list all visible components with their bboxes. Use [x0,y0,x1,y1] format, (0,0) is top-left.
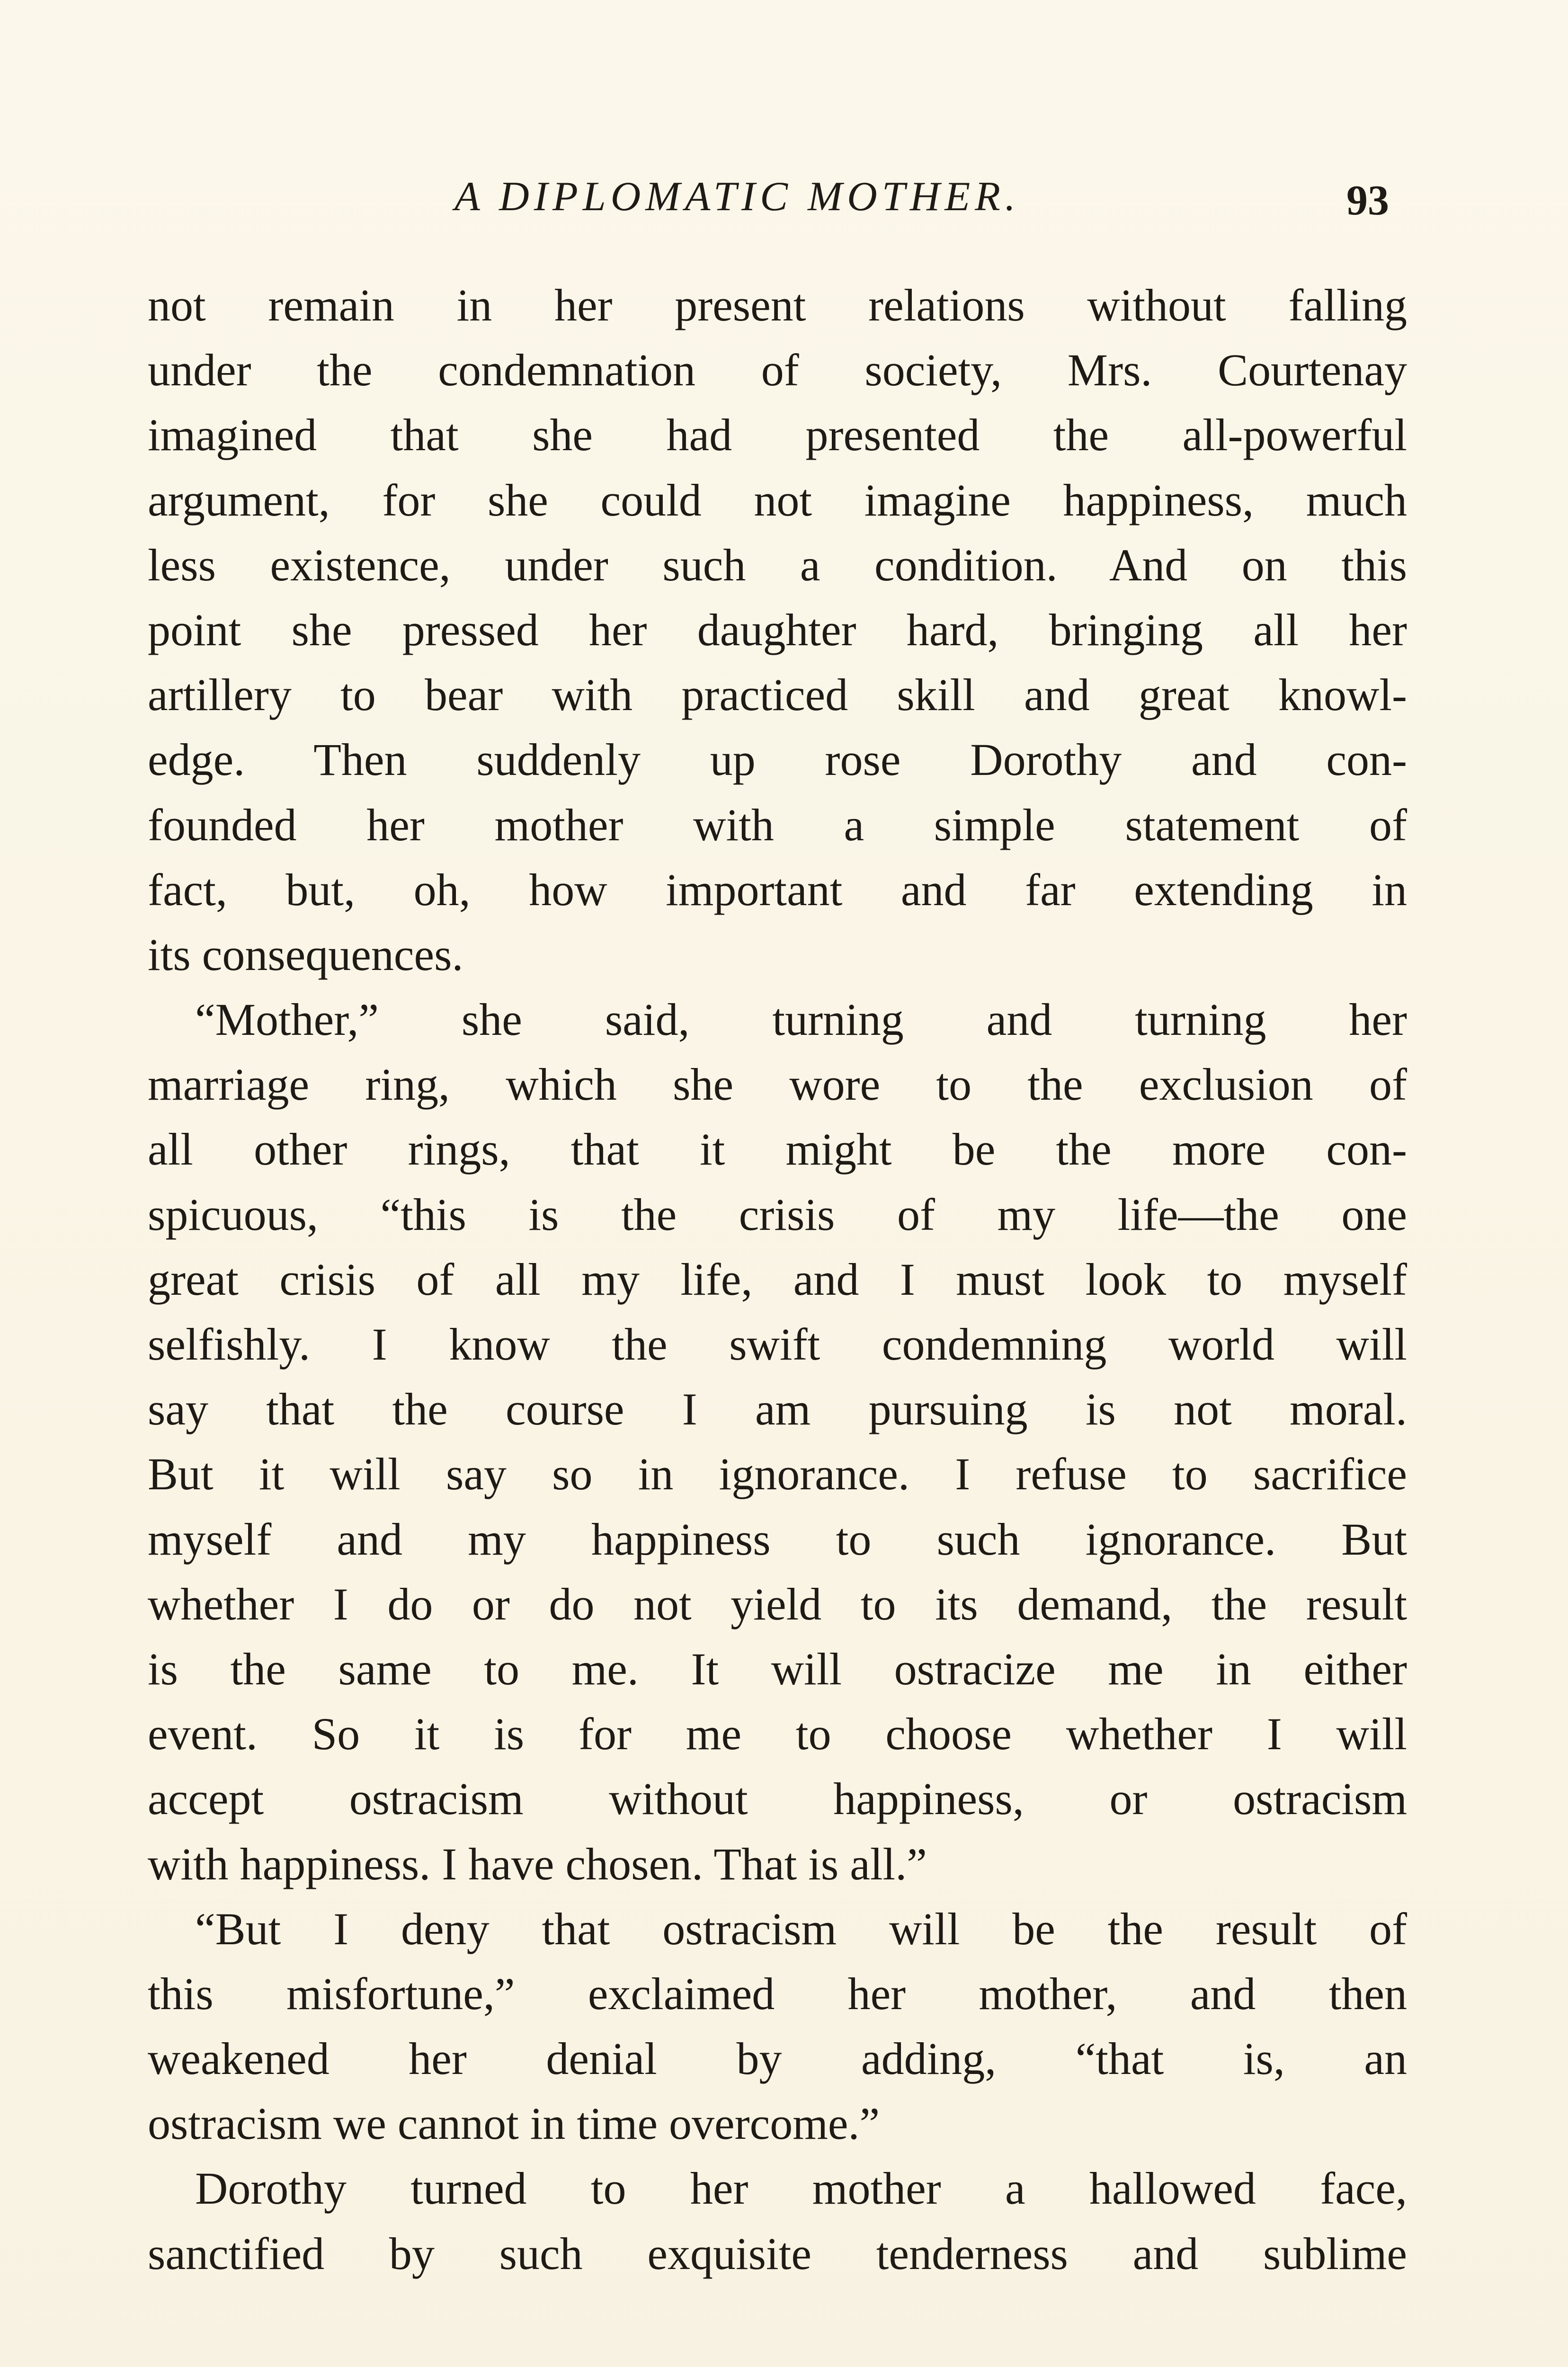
text-line: point she pressed her daughter hard, bringing all her [148,604,1407,655]
text-line: weakened her denial by adding, “that is, an [148,2033,1407,2084]
text-line: argument, for she could not imagine happiness, much [148,474,1407,525]
text-line: say that the course I am pursuing is not moral. [148,1384,1407,1435]
text-line: accept ostracism without happiness, or ostracism [148,1773,1407,1824]
running-title: A DIPLOMATIC MOTHER. [454,174,1020,220]
text-line: is the same to me. It will ostracize me in either [148,1643,1407,1694]
text-line: great crisis of all my life, and I must look to myself [148,1254,1407,1305]
text-line: “But I deny that ostracism will be the result of [195,1903,1407,1954]
text-line: But it will say so in ignorance. I refuse to sacrifice [148,1449,1407,1500]
text-line: all other rings, that it might be the more con- [148,1124,1407,1175]
body-text [148,273,1407,2286]
text-line: ostracism we cannot in time overcome.” [148,2098,880,2149]
text-line: sanctified by such exquisite tenderness and sublime [148,2228,1407,2279]
text-line: spicuous, “this is the crisis of my life—the one [148,1189,1407,1240]
text-line: fact, but, oh, how important and far extending in [148,864,1407,915]
text-line: marriage ring, which she wore to the exclusion of [148,1059,1407,1110]
text-line: edge. Then suddenly up rose Dorothy and con- [148,734,1407,785]
text-line: under the condemnation of society, Mrs. Courtenay [148,345,1407,396]
text-line: myself and my happiness to such ignorance. But [148,1513,1407,1565]
text-line: imagined that she had presented the all-powerful [148,409,1407,461]
text-line: whether I do or do not yield to its demand, the result [148,1578,1407,1629]
text-line: less existence, under such a condition. And on this [148,539,1407,590]
text-line: “Mother,” she said, turning and turning her [195,994,1407,1045]
text-line: not remain in her present relations without falling [148,280,1407,330]
text-line: artillery to bear with practiced skill and great knowl- [148,669,1407,721]
text-line: this misfortune,” exclaimed her mother, and then [148,1968,1407,2019]
text-line: founded her mother with a simple statement of [148,799,1407,850]
text-line: with happiness. I have chosen. That is all.” [148,1838,927,1889]
text-line: its consequences. [148,929,463,980]
text-line: selfishly. I know the swift condemning world will [148,1319,1407,1370]
text-line: Dorothy turned to her mother a hallowed face, [195,2163,1407,2214]
text-line: event. So it is for me to choose whether I will [148,1709,1407,1760]
page-number: 93 [1346,177,1389,224]
